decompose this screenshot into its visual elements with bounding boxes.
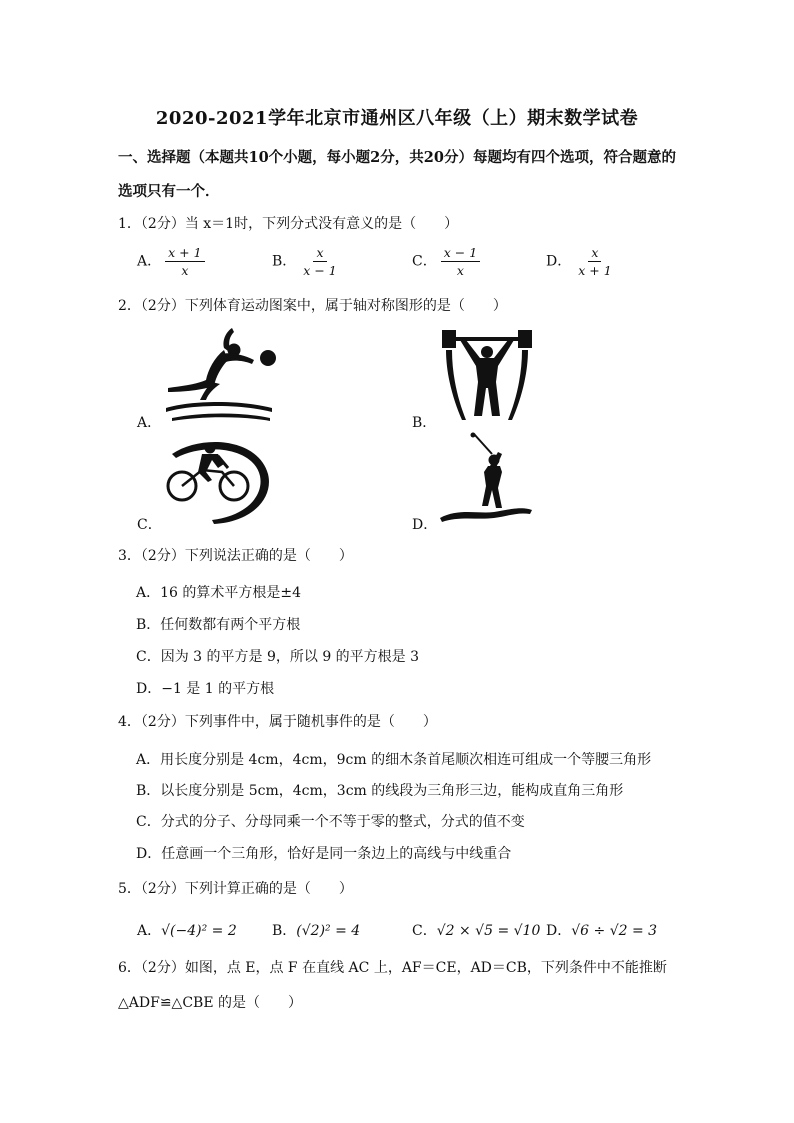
q4-option-b: B．以长度分别是 5cm，4cm，3cm 的线段为三角形三边，能构成直角三角形	[136, 783, 624, 799]
q1-c-fraction: $\frac{x - 1}{x}$	[441, 245, 480, 278]
question-4-stem: 4．（2分）下列事件中，属于随机事件的是（ ）	[118, 714, 437, 730]
q2-label-c: C．	[137, 517, 162, 533]
q1-d-fraction: $\frac{x}{x + 1}$	[578, 245, 612, 278]
section-heading-line1: 一、选择题（本题共10个小题，每小题2分，共20分）每题均有四个选项，符合题意的	[118, 149, 676, 166]
question-6-line1: 6．（2分）如图，点 E，点 F 在直线 AC 上，AF＝CE，AD＝CB，下列条件中不能推断	[118, 960, 667, 976]
q3-option-c: C．因为 3 的平方是 9，所以 9 的平方根是 3	[136, 649, 420, 665]
question-3-stem: 3．（2分）下列说法正确的是（ ）	[118, 548, 353, 564]
q1-option-b: B． $\frac{x}{x - 1}$	[272, 245, 340, 278]
question-5-stem: 5．（2分）下列计算正确的是（ ）	[118, 881, 353, 897]
q1-b-fraction: $\frac{x}{x - 1}$	[303, 245, 337, 278]
q1-a-fraction: $\frac{x + 1}{x}$	[165, 245, 204, 278]
page-title: 2020-2021学年北京市通州区八年级（上）期末数学试卷	[155, 108, 639, 129]
q2-label-d: D．	[412, 517, 438, 533]
q2-label-b: B．	[412, 415, 437, 431]
q3-option-b: B．任何数都有两个平方根	[136, 617, 301, 633]
question-6-line2: △ADF≌△CBE 的是（ ）	[118, 995, 302, 1011]
q5-option-a: A．√(−4)² = 2	[137, 923, 237, 939]
q4-option-d: D．任意画一个三角形，恰好是同一条边上的高线与中线重合	[136, 846, 512, 862]
q1-option-d: D． $\frac{x}{x + 1}$	[546, 245, 615, 278]
question-2-stem: 2．（2分）下列体育运动图案中，属于轴对称图形的是（ ）	[118, 298, 507, 314]
q3-option-a: A．16 的算术平方根是±4	[136, 585, 302, 601]
cycling-icon	[162, 434, 274, 526]
q2-label-a: A．	[137, 415, 162, 431]
section-heading-line2: 选项只有一个．	[118, 183, 220, 200]
q1-option-c: C． $\frac{x - 1}{x}$	[412, 245, 480, 278]
q5-option-b: B．(√2)² = 4	[272, 923, 361, 939]
volleyball-icon	[162, 326, 280, 422]
weightlifting-icon	[440, 326, 534, 422]
q5-option-c: C．√2 × √5 = √10	[412, 923, 541, 939]
q4-option-c: C．分式的分子、分母同乘一个不等于零的整式，分式的值不变	[136, 814, 525, 830]
question-1-stem: 1．（2分）当 x＝1时，下列分式没有意义的是（ ）	[118, 216, 459, 232]
q4-option-a: A．用长度分别是 4cm，4cm，9cm 的细木条首尾顺次相连可组成一个等腰三角形	[136, 752, 652, 768]
golf-icon	[438, 432, 534, 526]
q5-option-d: D．√6 ÷ √2 = 3	[546, 923, 658, 939]
q1-option-a: A． $\frac{x + 1}{x}$	[137, 245, 205, 278]
q3-option-d: D．−1 是 1 的平方根	[136, 681, 275, 697]
